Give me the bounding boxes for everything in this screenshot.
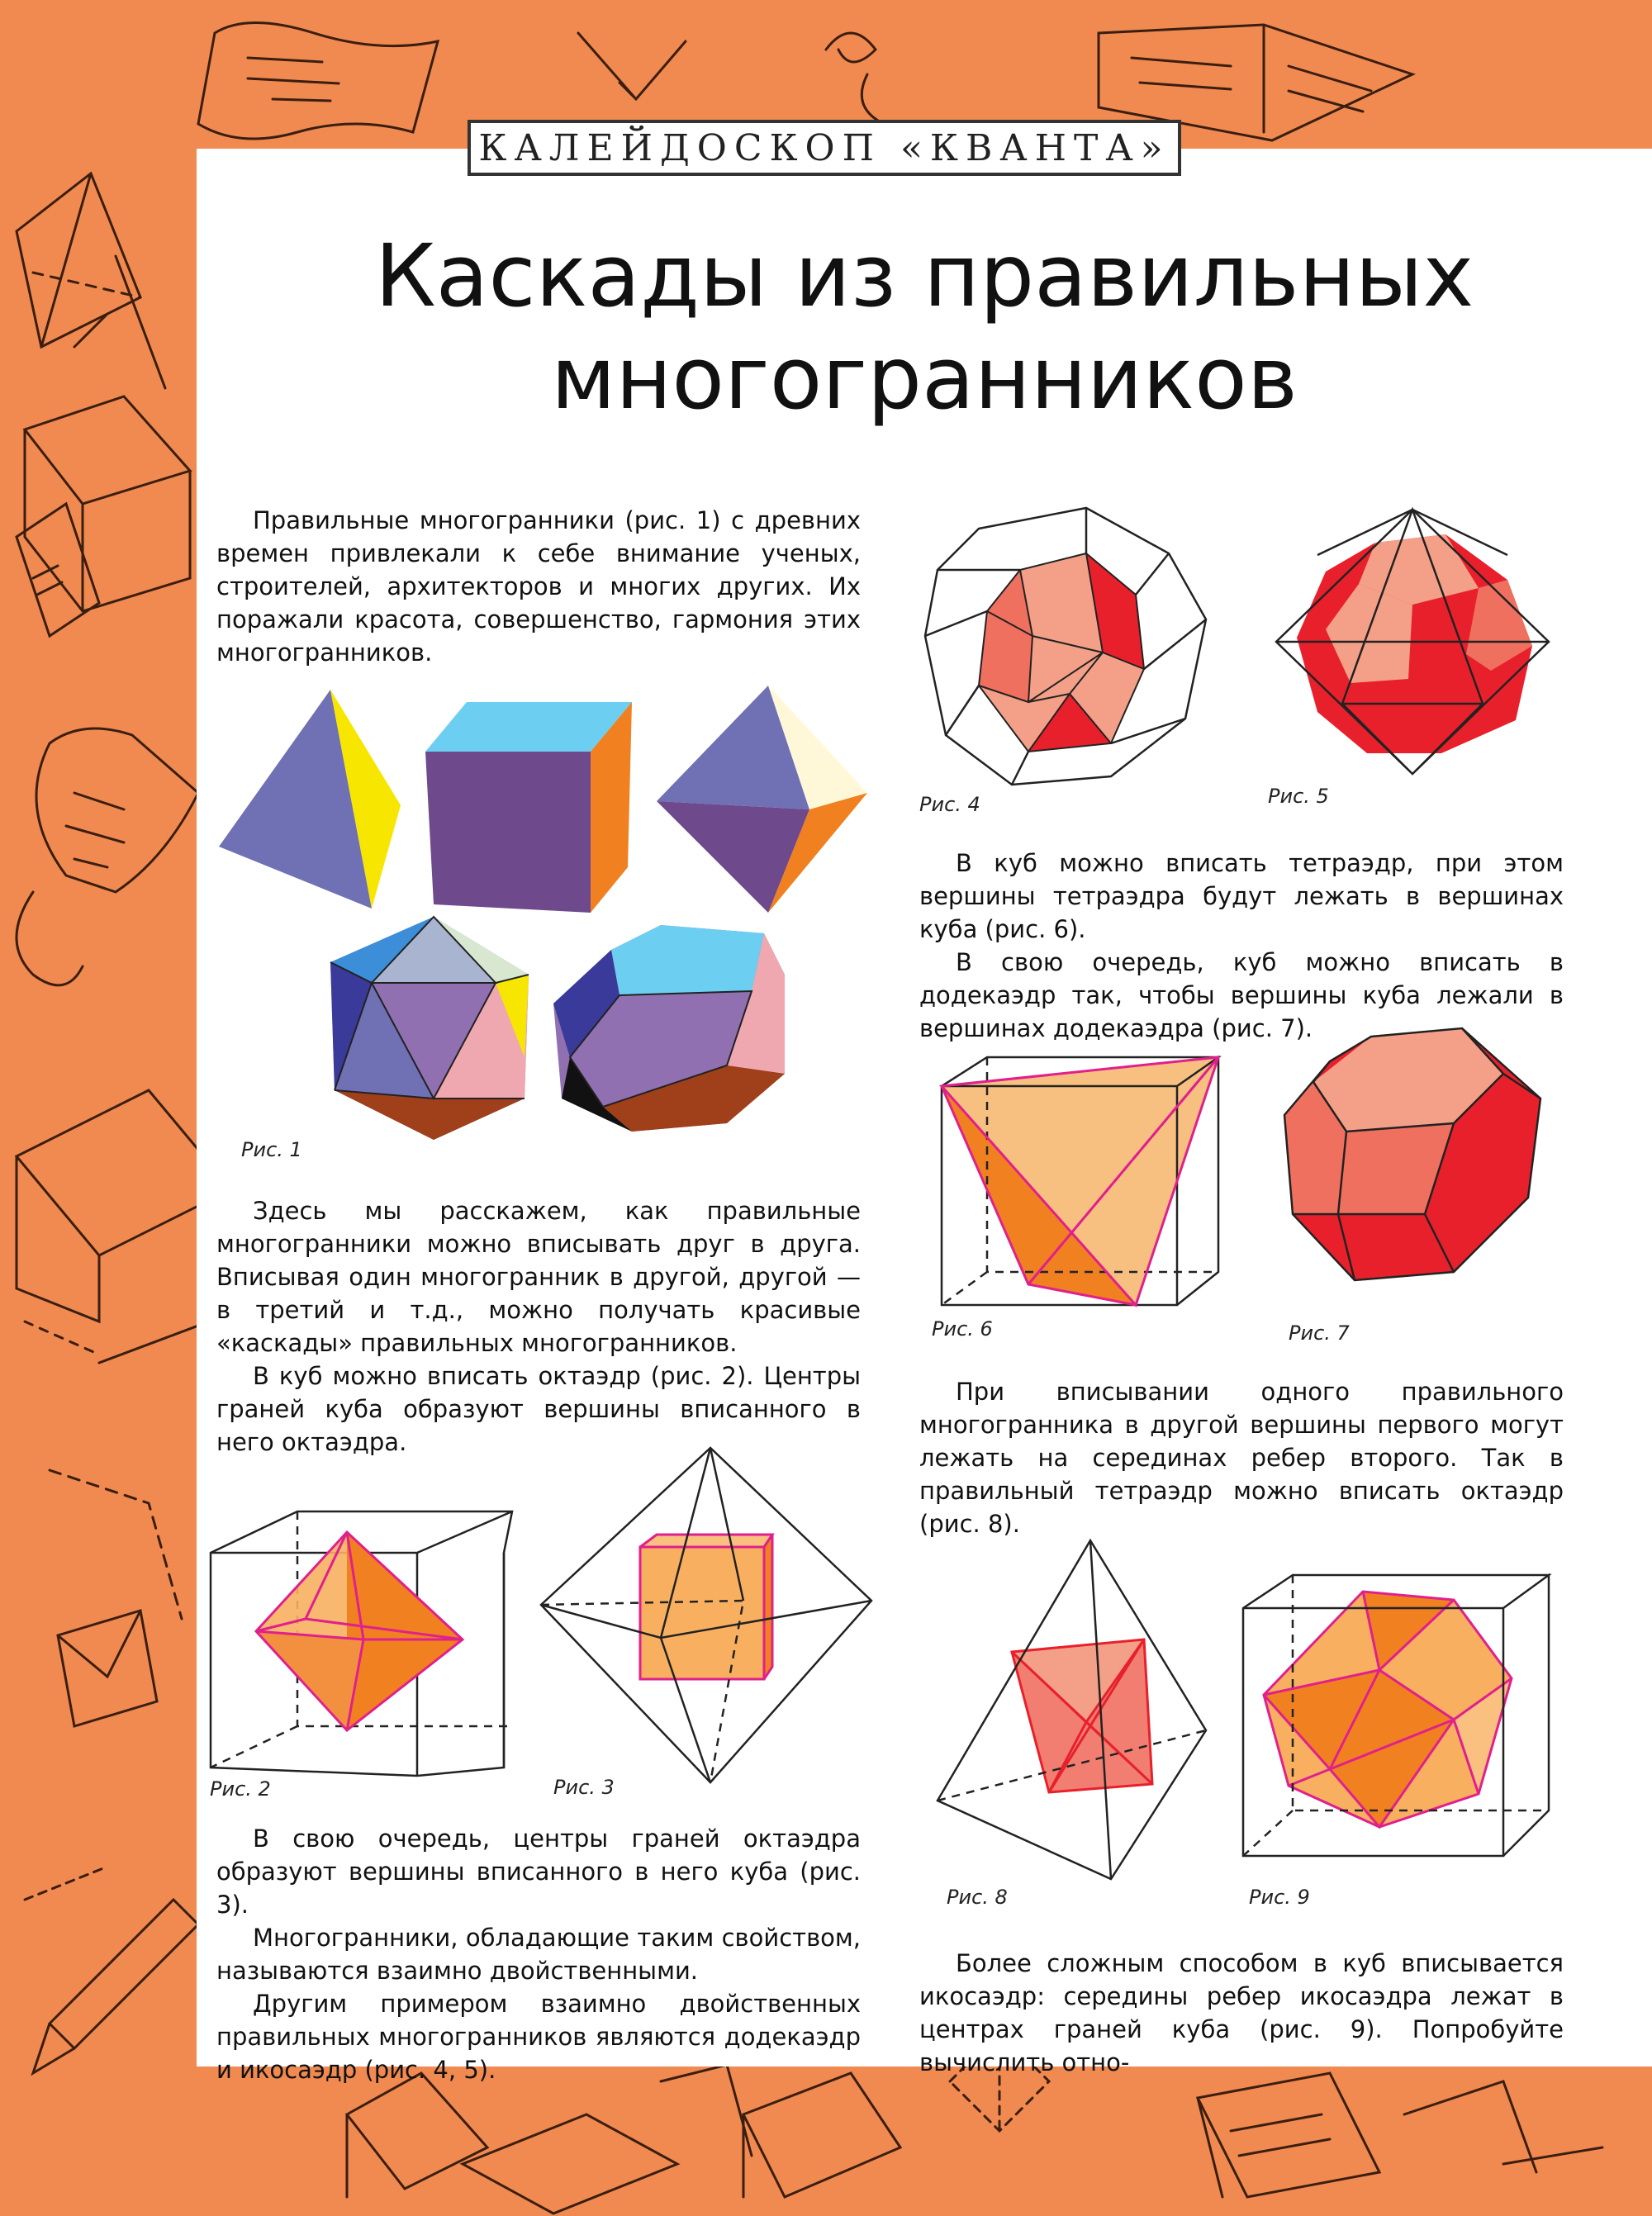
figure-2-octahedron-in-cube xyxy=(206,1503,520,1784)
text-p8: В свою очередь, куб можно вписать в додекаэдр так, чтобы вершины куба лежали в вершинах додекаэдра (рис. 7). xyxy=(919,948,1564,1042)
paragraph-midpoints xyxy=(919,1375,1564,1540)
text-p4: В свою очередь, центры граней октаэдра образуют вершины вписанного в него куба (рис. 3). xyxy=(216,1825,861,1919)
paragraph-intro xyxy=(216,504,861,669)
caption-fig5: Рис. 5 xyxy=(1268,785,1329,808)
octahedron-lower-face xyxy=(256,1631,363,1730)
text-p9: При вписывании одного правильного многогранника в другой вершины первого могут лежать на серединах ребер второго. Так в правильный тетраэдр можно вписать октаэдр (рис. 8). xyxy=(919,1378,1564,1538)
paragraph-tetra-cube xyxy=(919,847,1564,1045)
text-p6: Другим примером взаимно двойственных правильных многогранников являются додекаэдр и икосаэдр (рис. 4, 5). xyxy=(216,1990,861,2084)
text-p10: Более сложным способом в куб вписывается икосаэдр: середины ребер икосаэдра лежат в центрах граней куба (рис. 9). Попробуйте вычислить отно- xyxy=(919,1949,1564,2076)
figure-9-icosahedron-in-cube xyxy=(1239,1563,1553,1860)
figure-6-tetrahedron-in-cube xyxy=(938,1049,1227,1313)
cube-front-face xyxy=(425,752,591,913)
inner-cube-top xyxy=(640,1535,772,1547)
caption-fig6: Рис. 6 xyxy=(932,1317,993,1341)
caption-fig3: Рис. 3 xyxy=(553,1776,615,1799)
caption-fig9: Рис. 9 xyxy=(1249,1886,1310,1909)
title-line-2: многогранников xyxy=(550,328,1298,429)
text-p2: Здесь мы расскажем, как правильные многогранники можно вписывать друг в друга. Вписывая один многогранник в другой, другой — в третий и т.д., можно получать красивые «каскады» правильных многогранников. xyxy=(216,1197,861,1357)
caption-fig8: Рис. 8 xyxy=(947,1886,1008,1909)
figure-3-cube-in-octahedron xyxy=(537,1444,876,1791)
figure-8-octahedron-in-tetrahedron xyxy=(933,1536,1214,1883)
page-title xyxy=(197,225,1652,429)
figure-5-dodecahedron-in-icosahedron xyxy=(1268,505,1557,778)
text-p1: Правильные многогранники (рис. 1) с древних времен привлекали к себе внимание ученых, строителей, архитекторов и многих других. Их поражали красота, совершенство, гармония этих многогранников. xyxy=(216,506,861,667)
dodecahedron-top-face xyxy=(611,925,764,995)
paragraph-dual xyxy=(216,1822,861,2086)
text-p7: В куб можно вписать тетраэдр, при этом вершины тетраэдра будут лежать в вершинах куба (рис. 6). xyxy=(919,849,1564,943)
caption-fig7: Рис. 7 xyxy=(1289,1322,1350,1345)
figure-1-platonic-solids xyxy=(215,677,859,1140)
section-header-label: КАЛЕЙДОСКОП «КВАНТА» xyxy=(478,126,1170,169)
inner-cube-front xyxy=(640,1535,772,1679)
caption-fig4: Рис. 4 xyxy=(919,793,980,816)
title-line-1: Каскады из правильных xyxy=(374,225,1474,326)
octahedron-upper-face xyxy=(657,686,809,809)
text-p5: Многогранники, обладающие таким свойством, называются взаимно двойственными. xyxy=(216,1924,861,1985)
octahedron-lower-face xyxy=(657,801,809,913)
figure-7-cube-in-dodecahedron xyxy=(1280,1024,1553,1288)
paragraph-inscribe xyxy=(216,1194,861,1459)
figure-4-icosahedron-in-dodecahedron xyxy=(921,504,1210,793)
caption-fig2: Рис. 2 xyxy=(210,1777,271,1801)
section-header xyxy=(468,120,1181,176)
text-p3: В куб можно вписать октаэдр (рис. 2). Центры граней куба образуют вершины вписанного в него октаэдра. xyxy=(216,1362,861,1456)
paragraph-icosa-cube xyxy=(919,1947,1564,2079)
caption-fig1: Рис. 1 xyxy=(241,1138,302,1161)
